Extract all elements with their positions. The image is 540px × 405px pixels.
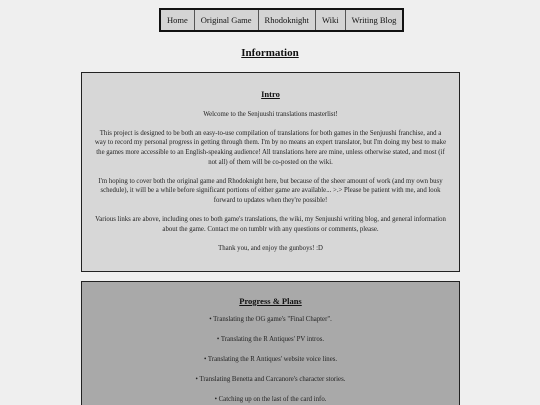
intro-paragraph: I'm hoping to cover both the original game and Rhodoknight here, but because of the sheer amount of work (and my own busy schedule), it will be a while before significant portions of either game are available... >.> Please be patient with me, and look forward to updates when they're possible! [98, 177, 443, 204]
intro-paragraph: This project is designed to be both an easy-to-use compilation of translations for both games in the Senjuushi franchise, and a way to record my personal progress in getting through them. I'm by no means an expert translator, but I'm doing my best to make the games more accessible to an English-speaking audience! All translations here are mine, unless otherwise stated, and most (if not all) of them will be co-posted on the wiki. [94, 129, 447, 166]
top-nav [159, 8, 404, 32]
nav-home-link[interactable]: Home [161, 10, 195, 30]
nav-wiki-link[interactable]: Wiki [316, 10, 346, 30]
page-title: Information [241, 47, 299, 59]
progress-item: • Translating Benetta and Carcanore's character stories. [195, 375, 346, 383]
intro-paragraph: Welcome to the Senjuushi translations masterlist! [203, 110, 338, 118]
nav-original-game-link[interactable]: Original Game [195, 10, 259, 30]
intro-paragraph: Various links are above, including ones to both game's translations, the wiki, my Senjuushi writing blog, and general information about the game. Contact me on tumblr with any questions or comments, please. [95, 216, 446, 233]
progress-item: • Translating the OG game's "Final Chapter". [209, 315, 332, 323]
nav-writing-blog-link[interactable]: Writing Blog [351, 15, 397, 25]
nav-rhodoknight-link[interactable]: Rhodoknight [259, 10, 316, 30]
progress-item: • Translating the R Antiques' website voice lines. [203, 355, 338, 363]
progress-item: • Catching up on the last of the card info. [214, 395, 327, 403]
progress-title: Progress & Plans [239, 296, 302, 306]
intro-paragraph: Thank you, and enjoy the gunboys! :D [218, 244, 323, 252]
progress-item: • Translating the R Antiques' PV intros. [216, 335, 325, 343]
progress-list [94, 315, 447, 405]
progress-panel [81, 281, 460, 405]
intro-title: Intro [261, 89, 280, 99]
intro-panel [81, 72, 460, 272]
